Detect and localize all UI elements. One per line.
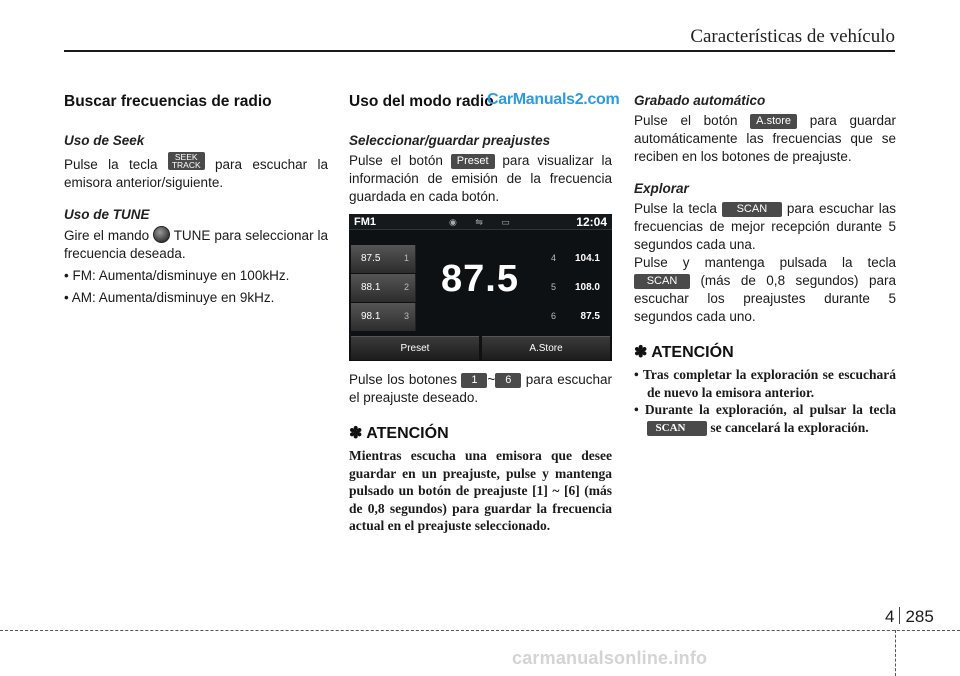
scan-hold-paragraph: Pulse y mantenga pulsada la tecla SCAN (más de 0,8 segundos) para escuchar los preajustes durante 5 segundos cada uno. xyxy=(634,255,896,324)
attention-item-2: • Durante la exploración, al pulsar la tecla SCAN se cancelará la exploración. xyxy=(634,402,896,435)
radio-clock: 12:04 xyxy=(576,215,607,229)
radio-preset-2: 88.1 2 xyxy=(351,274,416,302)
radio-status-icons: ◉ ⇋ ▭ xyxy=(449,217,518,227)
scan-key-label: SCAN xyxy=(722,202,782,217)
radio-astore-softkey: A.Store xyxy=(482,336,610,360)
site-watermark: carmanualsonline.info xyxy=(512,648,708,668)
attention-title-scan: ✽ ATENCIÓN xyxy=(634,344,734,361)
subheading-seek: Uso de Seek xyxy=(64,133,145,148)
section-title-radio-mode: Uso del modo radio xyxy=(349,93,494,110)
preset-paragraph: Pulse el botón Preset para visualizar la información de emisión de la frecuencia guardada en cada botón. xyxy=(349,153,612,204)
attention-text-presets: Mientras escucha una emisora que desee guardar en un preajuste, pulse y mantenga pulsado un botón de preajuste [1] ~ [6] (más de 0,8 segundos) para guardar la frecuencia actual en el preajuste seleccionado. xyxy=(349,448,612,533)
preset-select-paragraph: Pulse los botones 1 ~ 6 para escuchar el preajuste deseado. xyxy=(349,372,612,405)
page-number-bar xyxy=(895,630,896,676)
auto-store-paragraph: Pulse el botón A.store para guardar automáticamente las frecuencias que se reciben en los botones de preajuste. xyxy=(634,113,896,164)
radio-screen-image xyxy=(349,214,612,361)
radio-preset-6: 6 87.5 xyxy=(551,311,600,322)
column-radio-search xyxy=(64,92,328,307)
subheading-scan: Explorar xyxy=(634,181,689,196)
column-radio-mode xyxy=(349,92,612,535)
attention-item-1: • Tras completar la exploración se escuchará de nuevo la emisora anterior. xyxy=(634,367,896,400)
subheading-presets: Seleccionar/guardar preajustes xyxy=(349,133,551,148)
track-label: TRACK xyxy=(171,160,201,170)
tune-knob-icon xyxy=(153,226,170,243)
seek-label: SEEK xyxy=(174,152,198,162)
radio-preset-softkey: Preset xyxy=(351,336,479,360)
astore-button-label: A.store xyxy=(750,114,797,129)
watermark-carmanuals2: CarManuals2.com xyxy=(487,91,620,108)
seek-paragraph: Pulse la tecla SEEK TRACK para escuchar la emisora anterior/siguiente. xyxy=(64,152,328,190)
seek-track-key xyxy=(168,152,205,170)
footer-rule xyxy=(0,630,960,631)
header-rule xyxy=(64,50,895,52)
subheading-auto-store: Grabado automático xyxy=(634,93,766,108)
section-title-search: Buscar frecuencias de radio xyxy=(64,93,272,110)
radio-preset-4: 4 104.1 xyxy=(551,253,600,264)
page-header-title: Características de vehículo xyxy=(690,26,895,47)
page-number: 4 285 xyxy=(885,607,934,626)
radio-preset-1: 87.5 1 xyxy=(351,245,416,273)
subheading-tune: Uso de TUNE xyxy=(64,207,150,222)
bullet-am: • AM: Aumenta/disminuye en 9kHz. xyxy=(64,290,275,305)
radio-frequency: 87.5 xyxy=(441,258,519,300)
preset-1-key: 1 xyxy=(461,373,487,388)
bullet-fm: • FM: Aumenta/disminuye en 100kHz. xyxy=(64,268,290,283)
scan-paragraph: Pulse la tecla SCAN para escuchar las frecuencias de mejor recepción durante 5 segundos cada una. xyxy=(634,201,896,252)
radio-preset-3: 98.1 3 xyxy=(351,303,416,331)
radio-band: FM1 xyxy=(354,216,376,228)
scan-hold-key-label: SCAN xyxy=(634,274,690,289)
column-auto-scan xyxy=(634,92,896,436)
preset-button-label: Preset xyxy=(451,154,495,169)
radio-status-bar xyxy=(349,214,612,230)
preset-6-key: 6 xyxy=(495,373,521,388)
tune-paragraph: Gire el mando TUNE para seleccionar la frecuencia deseada. xyxy=(64,228,328,261)
radio-preset-5: 5 108.0 xyxy=(551,282,600,293)
scan-cancel-key-label: SCAN xyxy=(647,421,707,436)
attention-title-presets: ✽ ATENCIÓN xyxy=(349,425,449,442)
